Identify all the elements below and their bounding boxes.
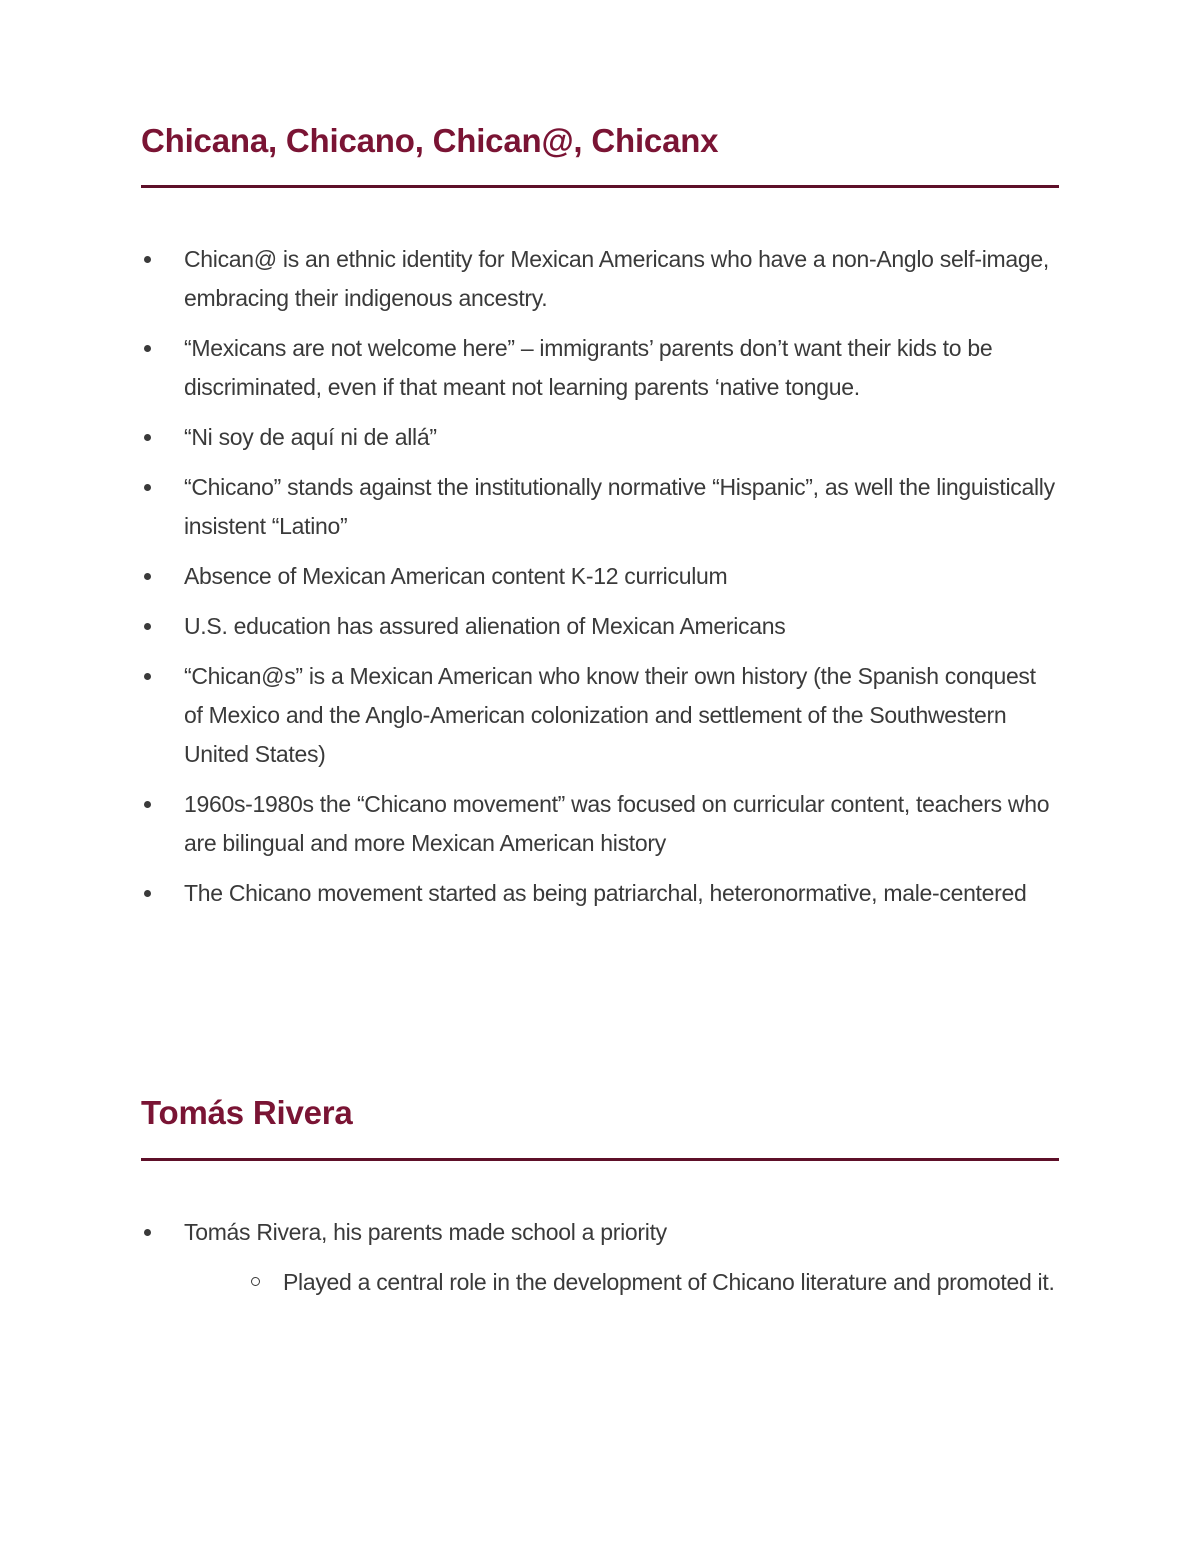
sub-list-item-text: Played a central role in the development of Chicano literature and promoted it. [283, 1269, 1055, 1295]
list-item [141, 329, 1059, 407]
list-item [141, 468, 1059, 546]
heading-rule [141, 185, 1059, 188]
sub-list-item [184, 1263, 1059, 1302]
bullet-icon [144, 623, 151, 630]
list-item [141, 240, 1059, 318]
list-item-text: “Chican@s” is a Mexican American who know their own history (the Spanish conquest of Mexico and the Anglo-American colonization and settlement of the Southwestern United States) [184, 663, 1036, 767]
sub-list [184, 1263, 1059, 1302]
bullet-list [141, 240, 1059, 924]
heading-chicano-terms: Chicana, Chicano, Chican@, Chicanx [141, 122, 719, 159]
bullet-icon [144, 256, 151, 263]
list-item-text: “Mexicans are not welcome here” – immigrants’ parents don’t want their kids to be discriminated, even if that meant not learning parents ‘native tongue. [184, 335, 993, 400]
list-item-text: Tomás Rivera, his parents made school a priority [184, 1219, 667, 1245]
bullet-icon [144, 434, 151, 441]
list-item-text: “Chicano” stands against the institutionally normative “Hispanic”, as well the linguistically insistent “Latino” [184, 474, 1055, 539]
heading-tomas-rivera: Tomás Rivera [141, 1094, 353, 1131]
heading-rule [141, 1158, 1059, 1161]
heading-underline-2 [141, 1158, 1059, 1162]
heading-underline-1 [141, 185, 1059, 189]
list-item [141, 418, 1059, 457]
list-item-text: The Chicano movement started as being patriarchal, heteronormative, male-centered [184, 880, 1027, 906]
bullet-icon [144, 573, 151, 580]
bullet-icon [144, 484, 151, 491]
list-item [141, 657, 1059, 774]
hollow-bullet-icon [251, 1277, 260, 1286]
list-item [141, 557, 1059, 596]
bullet-icon [144, 890, 151, 897]
bullet-icon [144, 801, 151, 808]
bullet-icon [144, 345, 151, 352]
list-item-text: Chican@ is an ethnic identity for Mexican Americans who have a non-Anglo self-image, embracing their indigenous ancestry. [184, 246, 1049, 311]
list-item [141, 607, 1059, 646]
bullet-icon [144, 673, 151, 680]
section-tomas-rivera [141, 1093, 1059, 1133]
list-item-text: “Ni soy de aquí ni de allá” [184, 424, 437, 450]
list-item [141, 1213, 1059, 1302]
list-item-text: 1960s-1980s the “Chicano movement” was focused on curricular content, teachers who are bilingual and more Mexican American history [184, 791, 1050, 856]
list-item [141, 785, 1059, 863]
bullet-icon [144, 1229, 151, 1236]
list-item-text: U.S. education has assured alienation of Mexican Americans [184, 613, 786, 639]
list-item [141, 874, 1059, 913]
list-item-text: Absence of Mexican American content K-12 curriculum [184, 563, 728, 589]
bullet-list [141, 1213, 1059, 1313]
section-chicano-terms [141, 121, 1059, 161]
